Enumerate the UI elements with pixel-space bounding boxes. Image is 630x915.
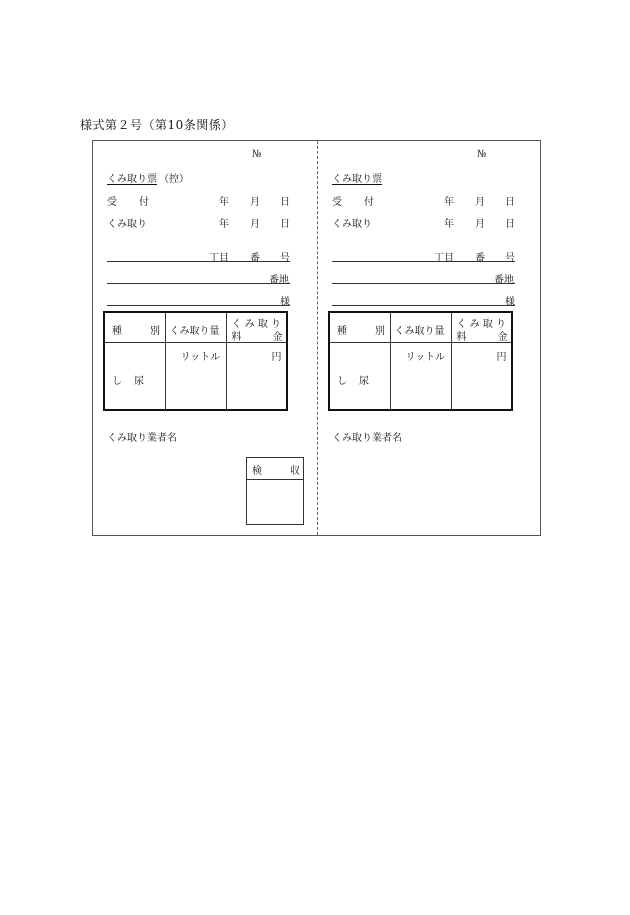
col-type-header: 種 別 [104,312,165,343]
uketsuke-month: 月 [250,197,260,208]
form-frame [92,140,541,536]
address-banchi: 番地 [494,275,514,286]
col-fee-header: く み 取 り 料 金 [451,312,512,343]
amount-cell[interactable]: リットル [390,343,451,411]
kumitori-day: 日 [280,219,290,230]
uketsuke-char-2: 付 [139,197,149,208]
stub-copy [93,141,317,535]
uketsuke-day: 日 [505,197,515,208]
kumitori-year: 年 [219,219,229,230]
name-line [107,305,290,306]
inspection-header: 検 収 [247,458,303,480]
row-type-shinyo: し 尿 [329,343,390,411]
form-heading: 様式第２号（第10条関係） [80,118,234,132]
kumitori-day: 日 [505,219,515,230]
uketsuke-char-1: 受 [332,197,342,208]
uketsuke-month: 月 [475,197,485,208]
col-amount-header: くみ取り量 [390,312,451,343]
address-chome: 丁目 [209,253,229,264]
kumitori-date-label: くみ取り [332,219,372,230]
amount-cell[interactable]: リットル [165,343,226,411]
fee-cell[interactable]: 円 [451,343,512,411]
kumitori-month: 月 [250,219,260,230]
address-chome: 丁目 [434,253,454,264]
uketsuke-year: 年 [219,197,229,208]
inspection-stamp-box [246,457,304,525]
name-sama: 様 [280,297,290,308]
kumitori-date-label: くみ取り [107,219,147,230]
fee-cell[interactable]: 円 [226,343,287,411]
fee-table [103,311,288,411]
kumitori-month: 月 [475,219,485,230]
row-type-shinyo: し 尿 [104,343,165,411]
address-ban: 番 [475,253,485,264]
address-ban: 番 [250,253,260,264]
address-go: 号 [505,253,515,264]
address-line-2 [332,283,515,284]
fee-table [328,311,513,411]
address-line-1 [332,261,515,262]
uketsuke-char-1: 受 [107,197,117,208]
name-line [332,305,515,306]
col-amount-header: くみ取り量 [165,312,226,343]
vendor-label: くみ取り業者名 [107,433,177,444]
col-type-header: 種 別 [329,312,390,343]
col-fee-header: く み 取 り 料 金 [226,312,287,343]
address-line-1 [107,261,290,262]
uketsuke-year: 年 [444,197,454,208]
address-banchi: 番地 [269,275,289,286]
number-label: № [252,149,262,160]
uketsuke-char-2: 付 [364,197,374,208]
name-sama: 様 [505,297,515,308]
kumitori-year: 年 [444,219,454,230]
ticket-title: くみ取り票 [107,174,157,185]
uketsuke-day: 日 [280,197,290,208]
address-go: 号 [280,253,290,264]
ticket-title-suffix: （控） [159,174,189,185]
ticket-title: くみ取り票 [332,174,382,185]
ticket-copy [318,141,542,535]
number-label: № [477,149,487,160]
vendor-label: くみ取り業者名 [332,433,402,444]
address-line-2 [107,283,290,284]
